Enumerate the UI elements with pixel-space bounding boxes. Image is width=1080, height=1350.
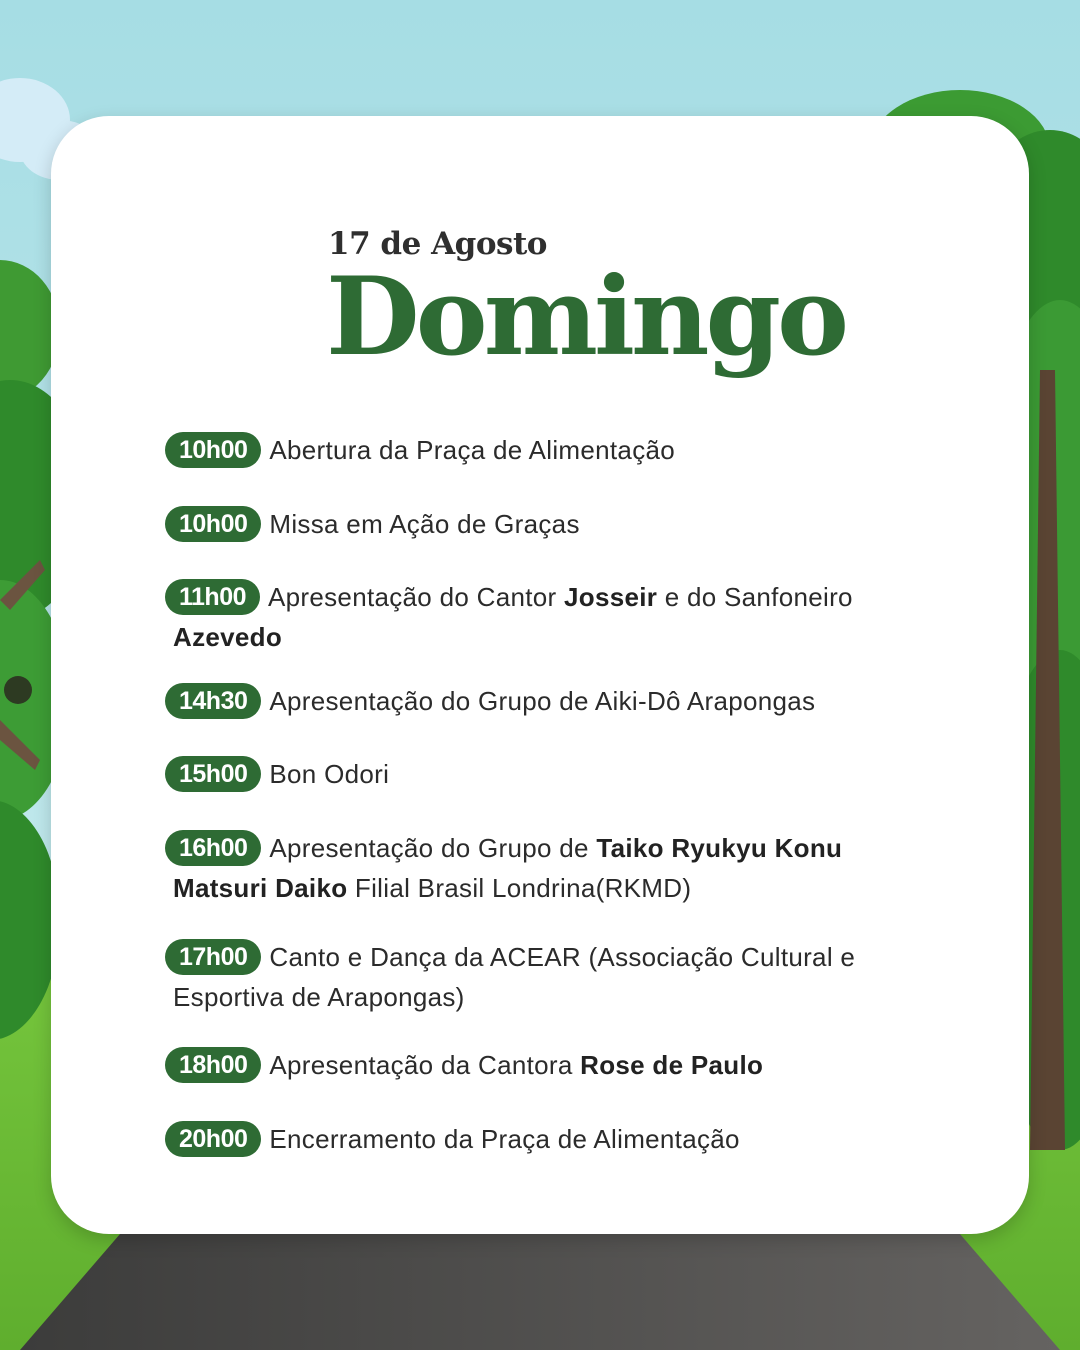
time-badge: 11h00 (165, 579, 260, 615)
schedule-text: Apresentação do Cantor (268, 582, 564, 612)
road-icon (20, 1234, 1060, 1350)
schedule-item (165, 1045, 925, 1085)
time-badge: 15h00 (165, 756, 261, 792)
schedule-text: Canto e Dança da ACEAR (Associação Cultural e (269, 942, 856, 972)
artist-name: Matsuri Daiko (173, 873, 348, 903)
schedule-item (165, 1119, 925, 1159)
schedule-item (165, 937, 925, 1017)
artist-name: Josseir (564, 582, 658, 612)
schedule-text: Encerramento da Praça de Alimentação (269, 1124, 740, 1154)
schedule-item (165, 681, 925, 721)
schedule-text: Abertura da Praça de Alimentação (269, 435, 676, 465)
schedule-text: Apresentação da Cantora (269, 1050, 581, 1080)
time-badge: 17h00 (165, 939, 261, 975)
schedule-text: Bon Odori (269, 759, 390, 789)
time-badge: 10h00 (165, 506, 261, 542)
artist-name: Azevedo (173, 622, 283, 652)
schedule-item (165, 754, 925, 794)
time-badge: 10h00 (165, 432, 261, 468)
schedule-item (165, 577, 925, 657)
event-date: 17 de Agosto (328, 226, 547, 262)
time-badge: 18h00 (165, 1047, 261, 1083)
schedule-text: e do Sanfoneiro (657, 582, 853, 612)
time-badge: 14h30 (165, 683, 261, 719)
schedule-text: Esportiva de Arapongas) (173, 982, 465, 1012)
schedule-text: Filial Brasil Londrina(RKMD) (347, 873, 692, 903)
schedule-item (165, 430, 925, 470)
artist-name: Taiko Ryukyu Konu (596, 833, 843, 863)
artist-name: Rose de Paulo (580, 1050, 764, 1080)
schedule-text: Missa em Ação de Graças (269, 509, 580, 539)
day-title: Domingo (326, 254, 846, 380)
schedule-item (165, 828, 925, 908)
schedule-item (165, 504, 925, 544)
schedule-text: Apresentação do Grupo de Aiki-Dô Arapongas (269, 686, 816, 716)
time-badge: 16h00 (165, 830, 261, 866)
schedule-text: Apresentação do Grupo de (269, 833, 597, 863)
time-badge: 20h00 (165, 1121, 261, 1157)
